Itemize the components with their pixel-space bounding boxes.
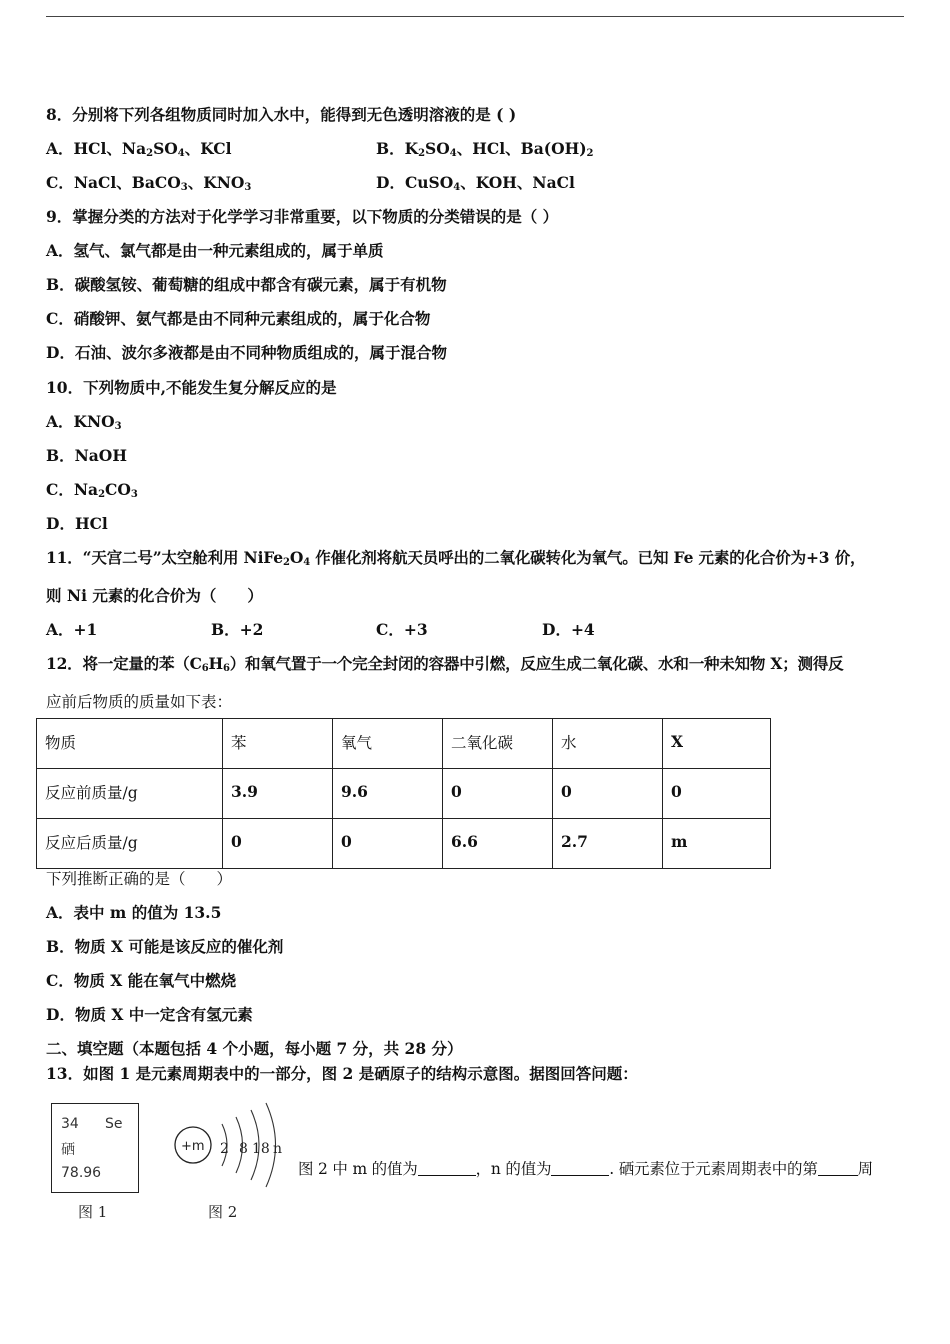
q9-option-a: A．氢气、氯气都是由一种元素组成的，属于单质: [46, 241, 384, 260]
table-cell: 0: [663, 769, 771, 819]
table-cell: 0: [333, 819, 443, 869]
q9-option-c: C．硝酸钾、氨气都是由不同种元素组成的，属于化合物: [46, 309, 431, 328]
q13-fill-line: 图 2 中 m 的值为 ，n 的值为 . 硒元素位于元素周期表中的第 周: [298, 1160, 873, 1178]
table-cell: 3.9: [223, 769, 333, 819]
atomic-number: 34: [61, 1116, 79, 1132]
q10-option-a: A．$KNO_3$: [46, 412, 122, 432]
q12-option-a: A．表中 m 的值为 13.5: [46, 903, 222, 922]
table-cell: 0: [553, 769, 663, 819]
q12-stem-line1: 12．将一定量的苯$(C_6H_6)$和氧气置于一个完全封闭的容器中引燃，反应生成二氧化碳、水和一种未知物 X；测得反: [46, 654, 844, 674]
q9-option-b: B．碳酸氢铵、葡萄糖的组成中都含有碳元素，属于有机物: [46, 275, 447, 294]
shell-electrons-2: 8: [239, 1141, 248, 1157]
table-cell: 0: [223, 819, 333, 869]
figure2-caption: 图 2: [208, 1203, 238, 1221]
table-cell: 反应前质量/g: [37, 769, 223, 819]
q12-ask: 下列推断正确的是（ ）: [46, 870, 233, 888]
q13-stem: 13．如图 1 是元素周期表中的一部分，图 2 是硒原子的结构示意图。据图回答问题：: [46, 1064, 638, 1083]
q10-option-b: B．NaOH: [46, 446, 127, 465]
q9-option-d: D．石油、波尔多液都是由不同种物质组成的，属于混合物: [46, 343, 447, 362]
q12-option-d: D．物质 X 中一定含有氢元素: [46, 1005, 253, 1024]
q12-option-b: B．物质 X 可能是该反应的催化剂: [46, 937, 284, 956]
mass-table: [36, 718, 771, 869]
q8-option-d: D．CuSO$_4$、KOH、NaCl: [376, 173, 575, 193]
blank-period[interactable]: [818, 1161, 858, 1176]
element-symbol: Se: [105, 1116, 123, 1132]
table-cell: 6.6: [443, 819, 553, 869]
atom-structure-figure: [168, 1098, 293, 1198]
table-cell: 二氧化碳: [443, 719, 553, 769]
header-rule: [46, 16, 904, 17]
table-cell: 物质: [37, 719, 223, 769]
q10-option-c: C．$Na_2CO_3$: [46, 480, 138, 500]
q11-stem-line1: 11．“天宫二号”太空舱利用 $NiFe_2O_4$ 作催化剂将航天员呼出的二氧化碳转化为氧气。已知 Fe 元素的化合价为+3 价，: [46, 548, 866, 568]
q10-stem: 10．下列物质中,不能发生复分解反应的是: [46, 378, 337, 397]
q11-option-d: D．+4: [542, 620, 595, 639]
shell-electrons-3: 18: [252, 1141, 270, 1157]
q11-option-b: B．+2: [211, 620, 264, 639]
q8-stem: 8．分别将下列各组物质同时加入水中，能得到无色透明溶液的是 ( ): [46, 105, 517, 124]
q11-option-a: A．+1: [46, 620, 98, 639]
table-cell: m: [663, 819, 771, 869]
blank-n[interactable]: [551, 1161, 609, 1176]
blank-m[interactable]: [418, 1161, 476, 1176]
shell-electrons-4: n: [273, 1141, 283, 1157]
section-heading: 二、填空题（本题包括 4 个小题，每小题 7 分，共 28 分）: [46, 1039, 463, 1058]
table-cell: 氧气: [333, 719, 443, 769]
element-name: 硒: [61, 1142, 75, 1158]
q12-stem-line2: 应前后物质的质量如下表：: [46, 693, 233, 711]
table-cell: 2.7: [553, 819, 663, 869]
q8-option-b: B．$K_2SO_4$、HCl、$Ba(OH)_2$: [376, 139, 594, 159]
q9-stem: 9．掌握分类的方法对于化学学习非常重要，以下物质的分类错误的是（ ）: [46, 207, 559, 226]
atomic-mass: 78.96: [61, 1165, 102, 1181]
table-row: [37, 819, 771, 869]
table-cell: 反应后质量/g: [37, 819, 223, 869]
figure1-caption: 图 1: [78, 1203, 108, 1221]
shell-electrons-1: 2: [220, 1141, 229, 1157]
table-cell: 苯: [223, 719, 333, 769]
table-row: [37, 719, 771, 769]
q12-option-c: C．物质 X 能在氧气中燃烧: [46, 971, 237, 990]
q8-option-c: C．NaCl、BaCO$_3$、$KNO_3$: [46, 173, 252, 193]
nucleus-charge: +m: [181, 1139, 205, 1154]
q11-option-c: C．+3: [376, 620, 428, 639]
table-cell: 水: [553, 719, 663, 769]
periodic-cell-figure: [51, 1103, 139, 1193]
table-cell: 9.6: [333, 769, 443, 819]
table-cell: 0: [443, 769, 553, 819]
q8-option-a: A．HCl、$Na_2SO_4$、KCl: [46, 139, 232, 159]
q10-option-d: D．HCl: [46, 514, 108, 533]
table-row: [37, 769, 771, 819]
table-cell: X: [663, 719, 771, 769]
q11-stem-line2: 则 Ni 元素的化合价为（ ）: [46, 586, 263, 605]
